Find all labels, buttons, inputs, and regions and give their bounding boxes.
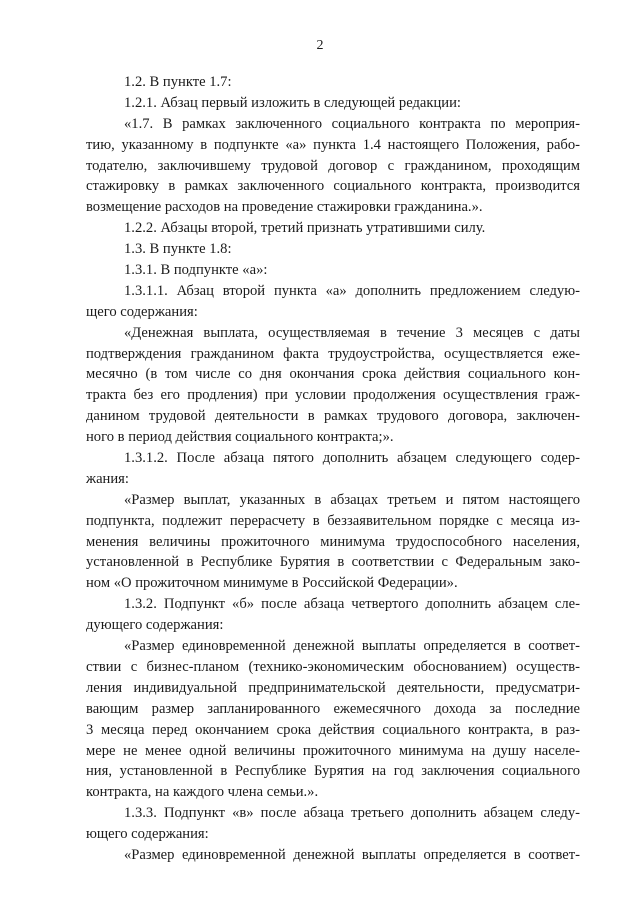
text-line: стажировку в рамках заключенного социального контракта, производится bbox=[86, 178, 580, 195]
text-line: 1.3. В пункте 1.8: bbox=[124, 241, 232, 258]
text-line: 1.3.2. Подпункт «б» после абзаца четвертого дополнить абзацем сле- bbox=[124, 596, 580, 613]
text-line: 1.3.1.2. После абзаца пятого дополнить абзацем следующего содер- bbox=[124, 450, 580, 467]
text-line: ющего содержания: bbox=[86, 826, 209, 843]
text-line: данином трудовой деятельности в рамках трудового договора, заключен- bbox=[86, 408, 580, 425]
text-line: подтверждения гражданином факта трудоустройства, осуществляется еже- bbox=[86, 345, 580, 362]
text-line: 1.2.1. Абзац первый изложить в следующей редакции: bbox=[124, 94, 461, 111]
text-line: месячно (в том числе со дня окончания срока действия социального кон- bbox=[86, 366, 580, 383]
text-line: 1.2. В пункте 1.7: bbox=[124, 74, 232, 90]
text-line: установленной в Республике Бурятия в соответствии с Федеральным зако- bbox=[86, 554, 580, 571]
text-line: менения величины прожиточного минимума трудоспособного населения, bbox=[86, 533, 580, 550]
text-line: «Размер выплат, указанных в абзацах третьем и пятом настоящего bbox=[124, 491, 580, 508]
text-line: 1.2.2. Абзацы второй, третий признать утратившими силу. bbox=[124, 220, 486, 237]
text-line: «1.7. В рамках заключенного социального контракта по мероприя- bbox=[124, 115, 580, 132]
text-line: 1.3.1.1. Абзац второй пункта «а» дополнить предложением следую- bbox=[124, 282, 580, 299]
text-line: мере не менее одной величины прожиточного минимума на душу населе- bbox=[86, 742, 580, 759]
text-line: возмещение расходов на проведение стажировки гражданина.». bbox=[86, 199, 483, 216]
text-line: щего содержания: bbox=[86, 303, 198, 320]
text-line: контракта, на каждого члена семьи.». bbox=[86, 784, 319, 801]
text-line: подпункта, подлежит перерасчету в беззаявительном порядке с месяца из- bbox=[86, 512, 580, 529]
text-line: «Размер единовременной денежной выплаты определяется в соответ- bbox=[124, 638, 580, 655]
text-line: 1.3.3. Подпункт «в» после абзаца третьего дополнить абзацем следу- bbox=[124, 805, 580, 822]
text-line: тию, указанному в подпункте «а» пункта 1.4 настоящего Положения, рабо- bbox=[86, 136, 580, 153]
text-line: 3 месяца перед окончанием срока действия социального контракта, в раз- bbox=[86, 721, 580, 738]
text-line: вающим размер запланированного ежемесячного дохода за последние bbox=[86, 700, 580, 717]
text-line: тодателю, заключившему трудовой договор с гражданином, проходящим bbox=[86, 157, 580, 174]
text-line: тракта без его продления) при условии продолжения осуществления граж- bbox=[86, 387, 580, 404]
text-line: ном «О прожиточном минимуме в Российской Федерации». bbox=[86, 575, 458, 592]
text-line: ствии с бизнес-планом (технико-экономическим обоснованием) осуществ- bbox=[86, 658, 580, 675]
text-line: ного в период действия социального контракта;». bbox=[86, 429, 394, 446]
text-line: 1.3.1. В подпункте «а»: bbox=[124, 262, 268, 279]
text-line: «Денежная выплата, осуществляемая в течение 3 месяцев с даты bbox=[124, 324, 580, 341]
text-line: жания: bbox=[86, 470, 129, 487]
document-body bbox=[86, 72, 580, 866]
page-number: 2 bbox=[316, 38, 324, 53]
text-line: ления индивидуальной предпринимательской деятельности, предусматри- bbox=[86, 679, 580, 696]
text-line: «Размер единовременной денежной выплаты определяется в соответ- bbox=[124, 846, 580, 863]
text-line: дующего содержания: bbox=[86, 617, 224, 634]
text-line: ния, установленной в Республике Бурятия на год заключения социального bbox=[86, 763, 580, 780]
